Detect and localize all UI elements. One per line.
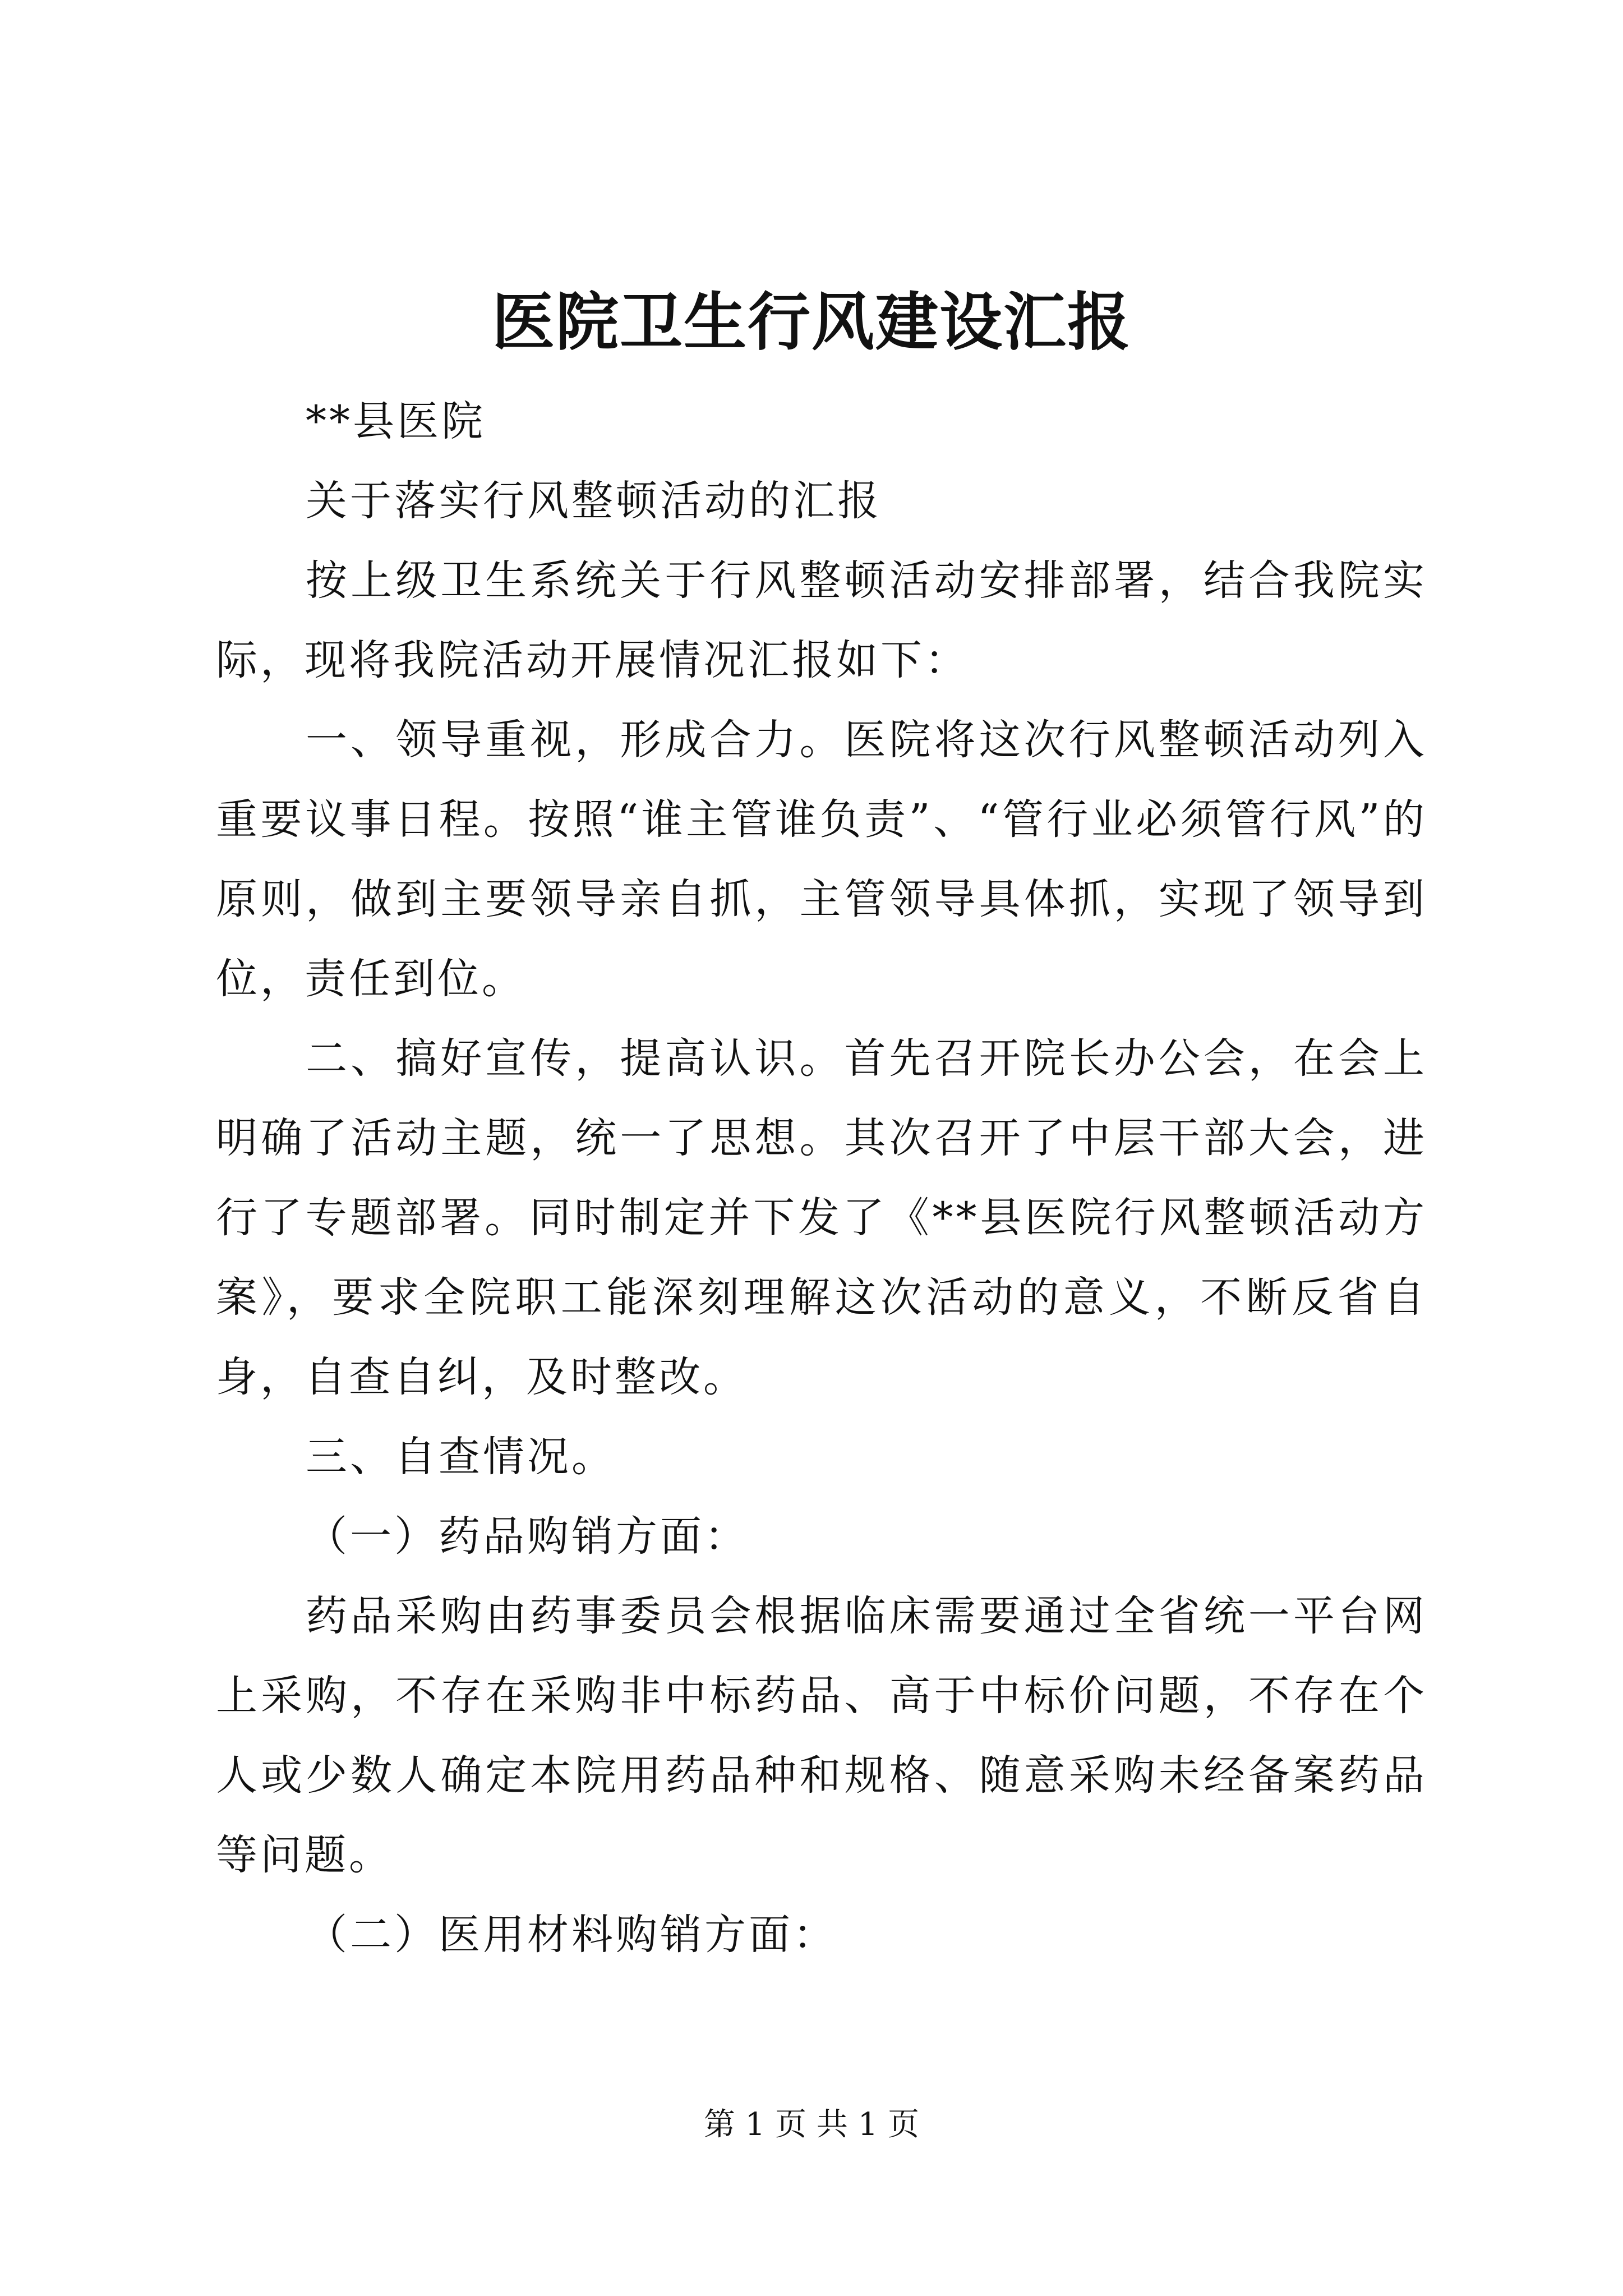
paragraph-section-two: 二、搞好宣传，提高认识。首先召开院长办公会，在会上明确了活动主题，统一了思想。其次召开了中层干部大会，进行了专题部署。同时制定并下发了《**县医院行风整顿活动方案》，要求全院职工能深刻理解这次活动的意义，不断反省自身，自查自纠，及时整改。 bbox=[216, 1034, 1427, 1401]
paragraph-section-one: 一、领导重视，形成合力。医院将这次行风整顿活动列入重要议事日程。按照“谁主管谁负责”、“管行业必须管行风”的原则，做到主要领导亲自抓，主管领导具体抓，实现了领导到位，责任到位。 bbox=[216, 716, 1427, 1003]
paragraph-section-three-heading: 三、自查情况。 bbox=[306, 1433, 616, 1481]
page-footer bbox=[0, 2102, 1623, 2147]
document-body bbox=[216, 381, 1427, 1975]
paragraph-introduction: 按上级卫生系统关于行风整顿活动安排部署，结合我院实际，现将我院活动开展情况汇报如下： bbox=[216, 556, 1427, 684]
paragraph-report-subject: 关于落实行风整顿活动的汇报 bbox=[306, 477, 882, 525]
paragraph-drug-procurement: 药品采购由药事委员会根据临床需要通过全省统一平台网上采购，不存在采购非中标药品、高于中标价问题，不存在个人或少数人确定本院用药品种和规格、随意采购未经备案药品等问题。 bbox=[216, 1592, 1427, 1879]
page-number-label: 第 1 页 共 1 页 bbox=[703, 2106, 920, 2143]
document-title: 医院卫生行风建设汇报 bbox=[492, 286, 1131, 359]
paragraph-subsection-drug-heading: （一）药品购销方面： bbox=[306, 1512, 749, 1561]
paragraph-hospital-name: **县医院 bbox=[306, 397, 486, 445]
paragraph-subsection-materials-heading: （二）医用材料购销方面： bbox=[306, 1911, 837, 1959]
